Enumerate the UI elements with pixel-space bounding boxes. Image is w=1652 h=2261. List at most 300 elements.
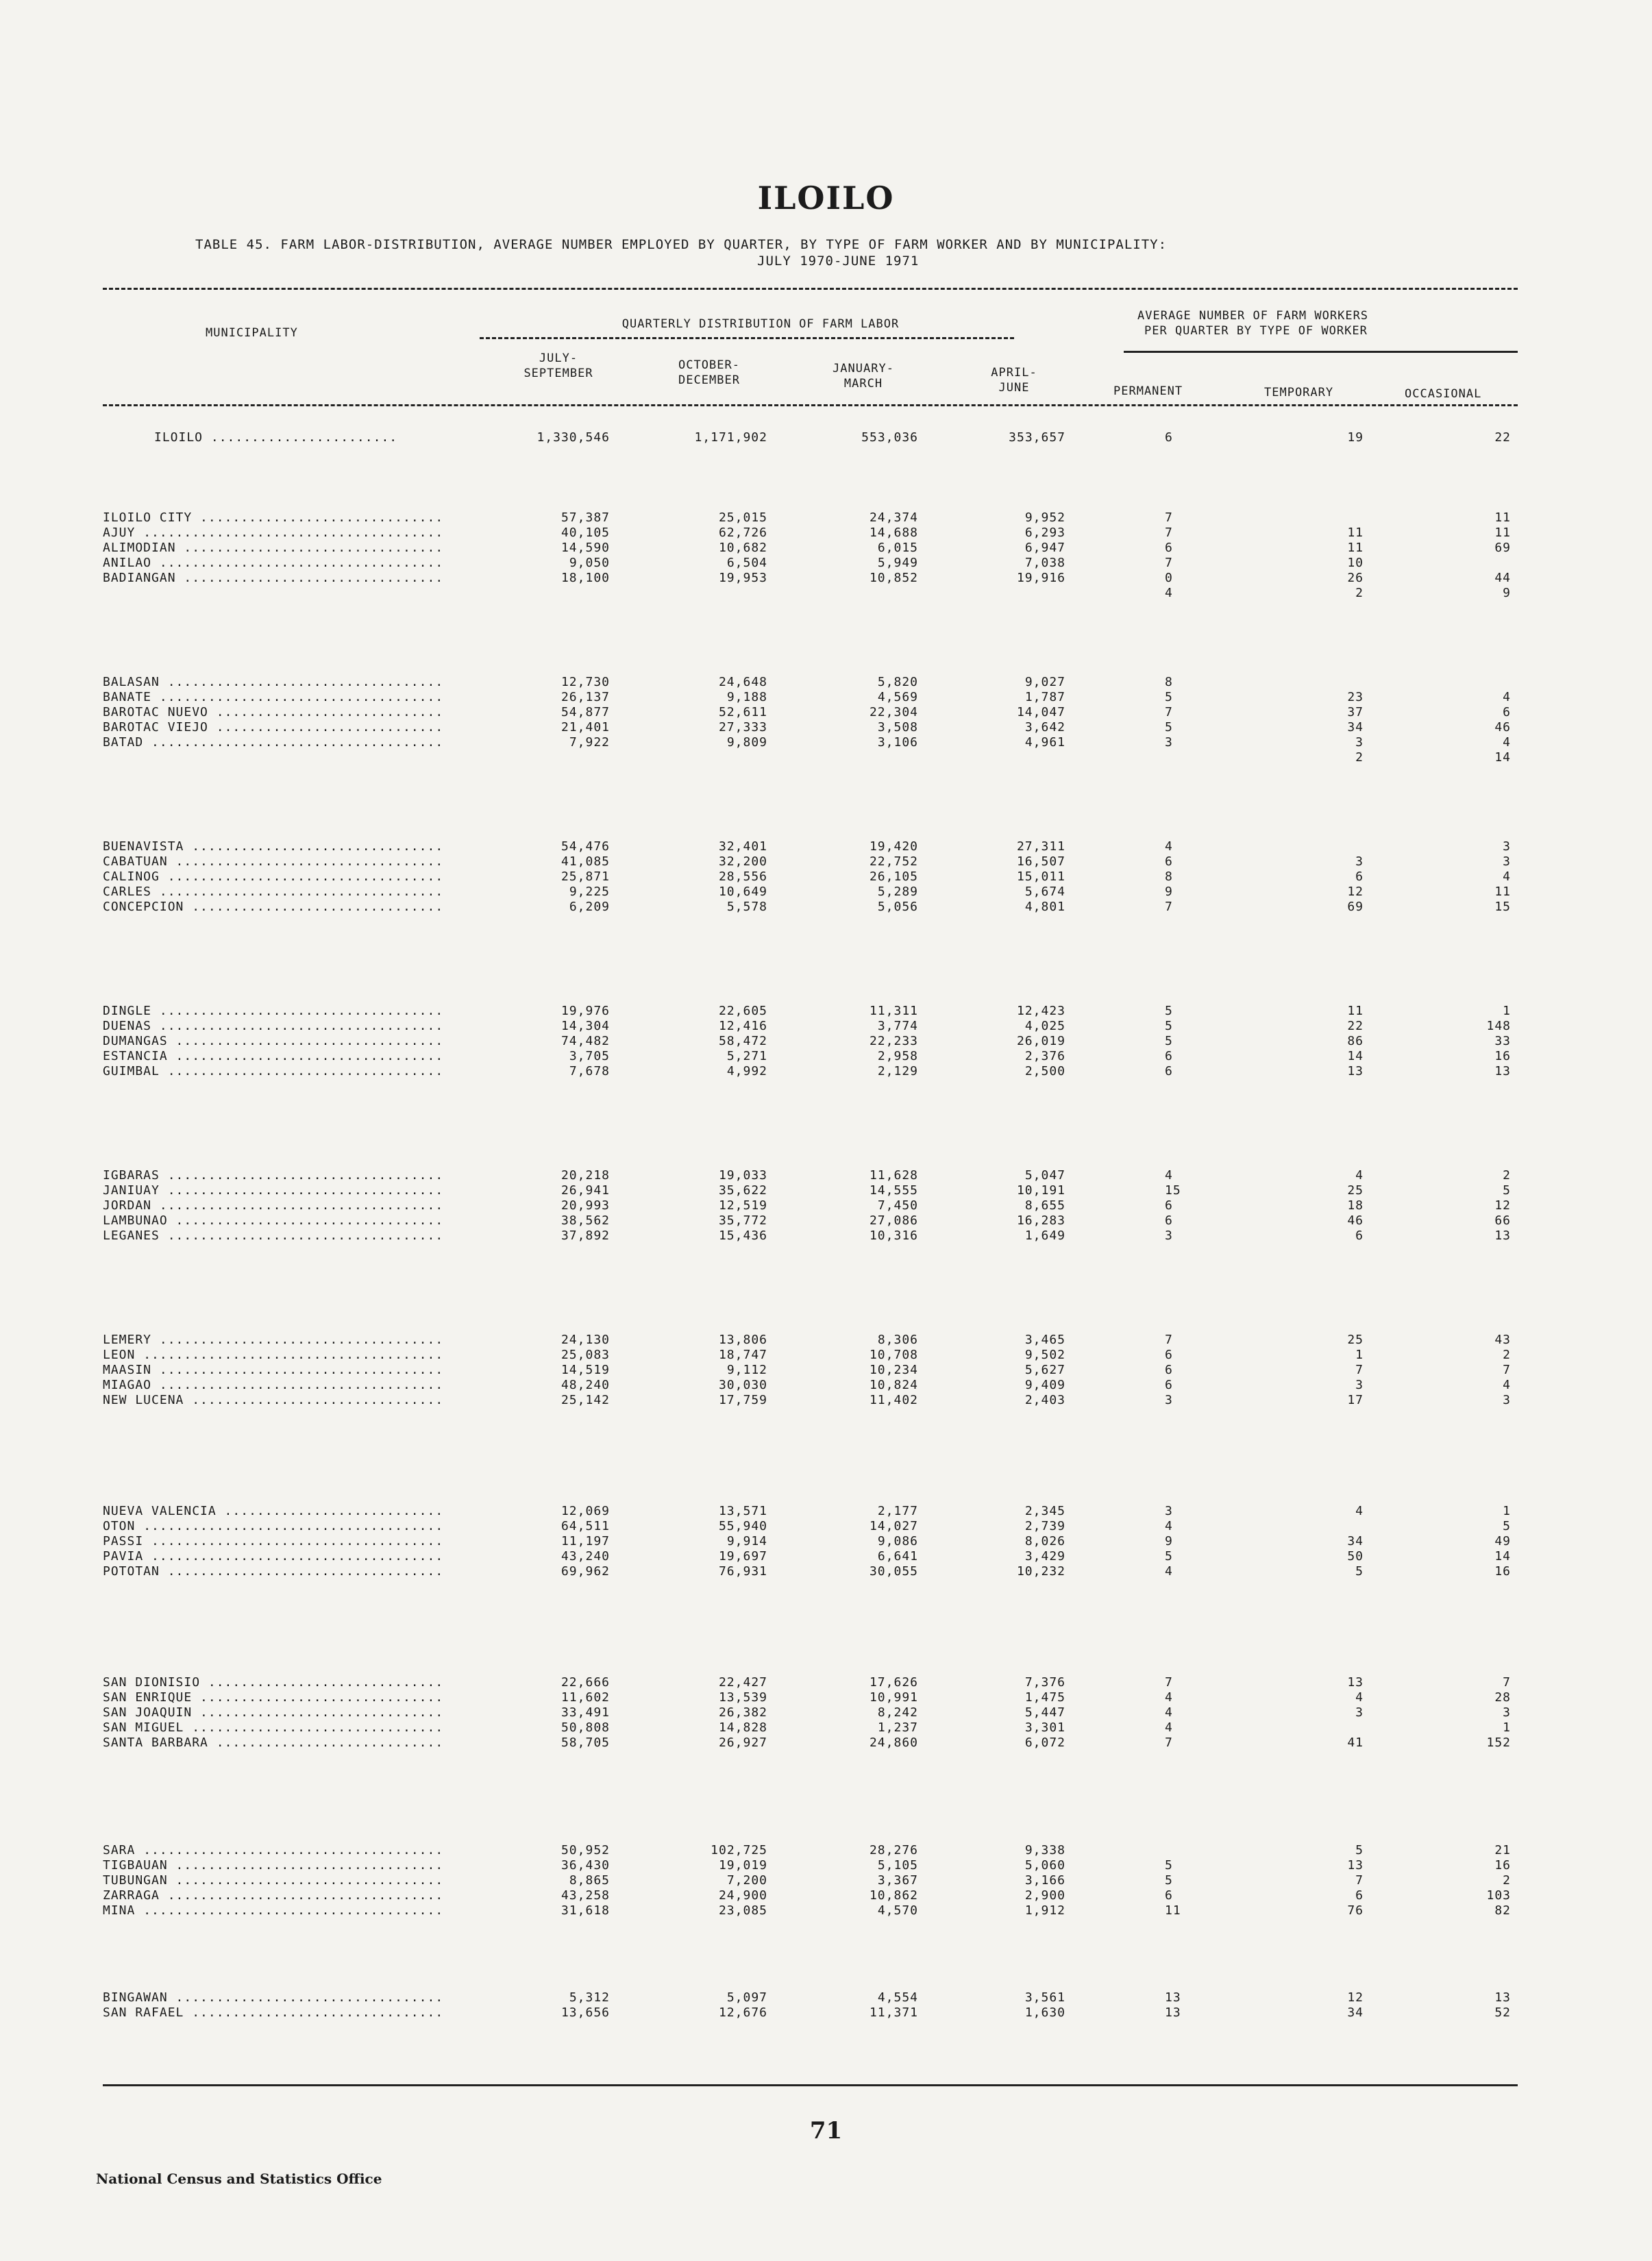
row-name: ESTANCIA .....	[103, 1049, 445, 1063]
row-q3: 2,177	[877, 1504, 918, 1518]
row-q2: 22,605	[718, 1004, 767, 1018]
row-name: OTON .....	[103, 1519, 445, 1533]
table-row	[0, 2005, 1652, 2021]
row-q2: 32,200	[718, 854, 767, 869]
row-q3: 10,708	[869, 1348, 918, 1362]
row-name: ALIMODIAN .....	[103, 541, 445, 555]
row-occasional: 66	[1494, 1213, 1511, 1228]
table-row	[0, 854, 1652, 869]
table-row	[0, 586, 1652, 601]
row-q1: 6,209	[569, 900, 610, 914]
row-q1: 25,083	[560, 1348, 610, 1362]
row-temporary: 3	[1355, 735, 1364, 750]
row-name: POTOTAN .....	[103, 1564, 445, 1579]
row-q4: 2,900	[1024, 1888, 1065, 1903]
caption-line-1: TABLE 45. FARM LABOR-DISTRIBUTION, AVERAGE NUMBER EMPLOYED BY QUARTER, BY TYPE OF FARM WORKER AND BY MUNICIPALITY:	[195, 237, 1168, 252]
row-q4: 3,166	[1024, 1873, 1065, 1888]
row-occasional: 44	[1494, 571, 1511, 585]
row-q3: 9,086	[877, 1534, 918, 1548]
row-name: ILOILO CITY .....	[103, 510, 445, 525]
row-temporary: 3	[1355, 1378, 1364, 1392]
row-q1: 50,808	[560, 1720, 610, 1735]
row-temporary: 2	[1355, 750, 1364, 765]
row-q2: 12,416	[718, 1019, 767, 1033]
row-occasional: 12	[1494, 1198, 1511, 1213]
row-name: SARA .....	[103, 1843, 445, 1857]
row-name: DUENAS .....	[103, 1019, 445, 1033]
row-name: BALASAN .....	[103, 675, 445, 689]
table-row	[0, 900, 1652, 915]
row-occasional: 2	[1503, 1168, 1511, 1183]
row-q4: 1,475	[1024, 1690, 1065, 1705]
row-q4: 8,026	[1024, 1534, 1065, 1548]
row-occasional: 9	[1503, 586, 1511, 600]
row-q4: 2,403	[1024, 1393, 1065, 1407]
row-q2: 24,648	[718, 675, 767, 689]
row-q2: 62,726	[718, 526, 767, 540]
row-q1: 43,258	[560, 1888, 610, 1903]
row-q3: 10,862	[869, 1888, 918, 1903]
row-permanent: 6	[1165, 1888, 1173, 1903]
row-name: ZARRAGA .....	[103, 1888, 445, 1903]
row-q4: 1,912	[1024, 1903, 1065, 1918]
row-q2: 19,019	[718, 1858, 767, 1873]
row-temporary: 12	[1347, 1990, 1364, 2005]
table-row	[0, 1720, 1652, 1735]
row-temporary: 1	[1355, 1348, 1364, 1362]
row-permanent: 13	[1165, 1990, 1181, 2005]
row-name: LAMBUNAO .....	[103, 1213, 445, 1228]
row-occasional: 52	[1494, 2005, 1511, 2020]
row-q4: 3,465	[1024, 1333, 1065, 1347]
row-q3: 22,752	[869, 854, 918, 869]
row-permanent: 7	[1165, 1675, 1173, 1690]
row-name: TUBUNGAN .....	[103, 1873, 445, 1888]
row-q3: 8,306	[877, 1333, 918, 1347]
row-q2: 12,676	[718, 2005, 767, 2020]
row-name: DINGLE .....	[103, 1004, 445, 1018]
row-occasional: 13	[1494, 1228, 1511, 1243]
row-name: NEW LUCENA .....	[103, 1393, 445, 1407]
row-temporary: 4	[1355, 1168, 1364, 1183]
row-q4: 7,038	[1024, 556, 1065, 570]
row-q4: 16,283	[1016, 1213, 1065, 1228]
row-permanent: 6	[1165, 1378, 1173, 1392]
row-permanent: 4	[1165, 839, 1173, 854]
row-q1: 57,387	[560, 510, 610, 525]
row-q2: 13,571	[718, 1504, 767, 1518]
row-q1: 22,666	[560, 1675, 610, 1690]
row-q2: 19,953	[718, 571, 767, 585]
row-name: TIGBAUAN .....	[103, 1858, 445, 1873]
row-q1: 33,491	[560, 1705, 610, 1720]
row-q3: 4,554	[877, 1990, 918, 2005]
row-temporary: 11	[1347, 1004, 1364, 1018]
row-temporary: 37	[1347, 705, 1364, 719]
header-average-2: PER QUARTER BY TYPE OF WORKER	[1144, 324, 1368, 338]
table-row	[0, 839, 1652, 854]
row-name: CONCEPCION .....	[103, 900, 445, 914]
row-temporary: 11	[1347, 526, 1364, 540]
row-permanent: 3	[1165, 1504, 1173, 1518]
row-q1: 3,705	[569, 1049, 610, 1063]
table-row	[0, 1873, 1652, 1888]
row-occasional: 148	[1486, 1019, 1511, 1033]
row-q2: 13,806	[718, 1333, 767, 1347]
row-occasional: 11	[1494, 526, 1511, 540]
row-permanent: 4	[1165, 1519, 1173, 1533]
header-rule-top	[103, 288, 1518, 290]
row-q2: 22,427	[718, 1675, 767, 1690]
row-temporary: 13	[1347, 1858, 1364, 1873]
row-occasional: 33	[1494, 1034, 1511, 1048]
row-occasional: 1	[1503, 1004, 1511, 1018]
row-permanent: 9	[1165, 885, 1173, 899]
row-name: SAN DIONISIO .....	[103, 1675, 445, 1690]
table-row	[0, 1675, 1652, 1690]
row-q2: 27,333	[718, 720, 767, 734]
row-q3: 11,371	[869, 2005, 918, 2020]
row-permanent: 5	[1165, 1004, 1173, 1018]
row-q2: 13,539	[718, 1690, 767, 1705]
row-temporary: 14	[1347, 1049, 1364, 1063]
row-occasional: 6	[1503, 705, 1511, 719]
table-row	[0, 541, 1652, 556]
row-q4: 2,345	[1024, 1504, 1065, 1518]
table-row	[0, 571, 1652, 586]
row-temporary: 46	[1347, 1213, 1364, 1228]
row-name: SANTA BARBARA .....	[103, 1735, 445, 1750]
row-temporary: 26	[1347, 571, 1364, 585]
row-occasional: 22	[1494, 430, 1511, 445]
row-q4: 5,674	[1024, 885, 1065, 899]
row-q1: 20,218	[560, 1168, 610, 1183]
row-q2: 9,914	[726, 1534, 767, 1548]
row-temporary: 5	[1355, 1564, 1364, 1579]
row-permanent: 5	[1165, 1549, 1173, 1564]
row-q2: 5,578	[726, 900, 767, 914]
row-q3: 11,402	[869, 1393, 918, 1407]
table-row	[0, 1393, 1652, 1408]
row-occasional: 3	[1503, 854, 1511, 869]
row-occasional: 2	[1503, 1873, 1511, 1888]
row-q4: 3,429	[1024, 1549, 1065, 1564]
row-temporary: 4	[1355, 1690, 1364, 1705]
row-q2: 32,401	[718, 839, 767, 854]
row-q3: 14,688	[869, 526, 918, 540]
table-row	[0, 1564, 1652, 1579]
row-q3: 10,316	[869, 1228, 918, 1243]
row-occasional: 3	[1503, 1705, 1511, 1720]
row-permanent: 4	[1165, 586, 1173, 600]
row-q2: 14,828	[718, 1720, 767, 1735]
table-row	[0, 1690, 1652, 1705]
row-permanent: 6	[1165, 430, 1173, 445]
header-q1-line2: SEPTEMBER	[523, 367, 593, 380]
row-temporary: 18	[1347, 1198, 1364, 1213]
row-temporary: 34	[1347, 720, 1364, 734]
row-permanent: 5	[1165, 1873, 1173, 1888]
row-permanent: 8	[1165, 869, 1173, 884]
row-q3: 5,820	[877, 675, 918, 689]
row-q2: 9,809	[726, 735, 767, 750]
table-row	[0, 869, 1652, 885]
header-temporary: TEMPORARY	[1264, 386, 1334, 399]
row-q3: 10,852	[869, 571, 918, 585]
table-row	[0, 1213, 1652, 1228]
row-permanent: 7	[1165, 526, 1173, 540]
row-name: CABATUAN .....	[103, 854, 445, 869]
row-permanent: 4	[1165, 1168, 1173, 1183]
row-temporary: 41	[1347, 1735, 1364, 1750]
row-q4: 5,627	[1024, 1363, 1065, 1377]
row-q2: 25,015	[718, 510, 767, 525]
header-municipality: MUNICIPALITY	[206, 326, 298, 340]
table-row	[0, 526, 1652, 541]
header-rule-quarterly	[480, 337, 1014, 339]
row-q1: 36,430	[560, 1858, 610, 1873]
row-occasional: 103	[1486, 1888, 1511, 1903]
row-occasional: 3	[1503, 839, 1511, 854]
row-q3: 14,027	[869, 1519, 918, 1533]
row-q1: 48,240	[560, 1378, 610, 1392]
row-occasional: 16	[1494, 1564, 1511, 1579]
row-q2: 28,556	[718, 869, 767, 884]
table-row	[0, 1183, 1652, 1198]
row-occasional: 7	[1503, 1675, 1511, 1690]
row-q1: 26,941	[560, 1183, 610, 1198]
row-permanent: 5	[1165, 1019, 1173, 1033]
row-name: SAN JOAQUIN .....	[103, 1705, 445, 1720]
row-q2: 55,940	[718, 1519, 767, 1533]
table-row	[0, 720, 1652, 735]
row-q4: 1,630	[1024, 2005, 1065, 2020]
row-occasional: 4	[1503, 735, 1511, 750]
row-q4: 5,060	[1024, 1858, 1065, 1873]
header-q3	[809, 361, 918, 391]
table-row	[0, 1504, 1652, 1519]
row-q3: 3,367	[877, 1873, 918, 1888]
row-temporary: 6	[1355, 1228, 1364, 1243]
row-q3: 30,055	[869, 1564, 918, 1579]
table-row	[0, 1843, 1652, 1858]
row-q2: 26,382	[718, 1705, 767, 1720]
row-occasional: 14	[1494, 1549, 1511, 1564]
row-q1: 14,590	[560, 541, 610, 555]
row-temporary: 7	[1355, 1873, 1364, 1888]
row-permanent: 6	[1165, 1213, 1173, 1228]
row-q3: 22,304	[869, 705, 918, 719]
table-row	[0, 735, 1652, 750]
row-q4: 6,072	[1024, 1735, 1065, 1750]
row-q1: 5,312	[569, 1990, 610, 2005]
row-q2: 23,085	[718, 1903, 767, 1918]
row-q4: 9,338	[1024, 1843, 1065, 1857]
header-q1	[507, 351, 610, 381]
row-q1: 54,476	[560, 839, 610, 854]
row-permanent: 7	[1165, 510, 1173, 525]
row-q2: 5,271	[726, 1049, 767, 1063]
row-occasional: 13	[1494, 1064, 1511, 1078]
table-row	[0, 1888, 1652, 1903]
table-row	[0, 556, 1652, 571]
row-q1: 25,142	[560, 1393, 610, 1407]
row-temporary: 5	[1355, 1843, 1364, 1857]
table-row	[0, 1348, 1652, 1363]
row-q1: 40,105	[560, 526, 610, 540]
row-q3: 6,015	[877, 541, 918, 555]
row-q4: 16,507	[1016, 854, 1065, 869]
row-q3: 5,289	[877, 885, 918, 899]
row-q4: 353,657	[1009, 430, 1065, 445]
row-temporary: 7	[1355, 1363, 1364, 1377]
row-occasional: 13	[1494, 1990, 1511, 2005]
row-q4: 19,916	[1016, 571, 1065, 585]
row-q1: 8,865	[569, 1873, 610, 1888]
row-occasional: 43	[1494, 1333, 1511, 1347]
row-temporary: 11	[1347, 541, 1364, 555]
row-q2: 19,697	[718, 1549, 767, 1564]
header-q3-line2: MARCH	[843, 377, 883, 391]
row-permanent: 5	[1165, 1034, 1173, 1048]
table-row	[0, 750, 1652, 765]
row-temporary: 13	[1347, 1064, 1364, 1078]
row-q2: 5,097	[726, 1990, 767, 2005]
row-permanent: 6	[1165, 854, 1173, 869]
row-q1: 11,197	[560, 1534, 610, 1548]
row-q3: 19,420	[869, 839, 918, 854]
row-q1: 37,892	[560, 1228, 610, 1243]
row-permanent: 6	[1165, 541, 1173, 555]
row-permanent: 7	[1165, 900, 1173, 914]
row-name: LEMERY .....	[103, 1333, 445, 1347]
row-occasional: 5	[1503, 1519, 1511, 1533]
row-q2: 102,725	[711, 1843, 767, 1857]
page-number: 71	[809, 2117, 843, 2145]
header-q1-line1: JULY-	[539, 351, 578, 365]
row-occasional: 11	[1494, 510, 1511, 525]
table-caption	[195, 236, 1497, 269]
row-q1: 31,618	[560, 1903, 610, 1918]
row-occasional: 4	[1503, 690, 1511, 704]
row-q3: 4,569	[877, 690, 918, 704]
table-row	[0, 1990, 1652, 2005]
row-permanent: 3	[1165, 735, 1173, 750]
row-q3: 24,860	[869, 1735, 918, 1750]
row-name: BANATE .....	[103, 690, 445, 704]
row-permanent: 4	[1165, 1705, 1173, 1720]
row-q2: 35,622	[718, 1183, 767, 1198]
row-q1: 12,069	[560, 1504, 610, 1518]
row-permanent: 3	[1165, 1228, 1173, 1243]
row-temporary: 17	[1347, 1393, 1364, 1407]
row-temporary: 76	[1347, 1903, 1364, 1918]
header-q2-line1: OCTOBER-	[678, 358, 740, 372]
row-name: JANIUAY .....	[103, 1183, 445, 1198]
row-permanent: 6	[1165, 1363, 1173, 1377]
row-temporary: 6	[1355, 1888, 1364, 1903]
row-q3: 24,374	[869, 510, 918, 525]
row-q4: 4,025	[1024, 1019, 1065, 1033]
row-occasional: 82	[1494, 1903, 1511, 1918]
row-permanent: 4	[1165, 1690, 1173, 1705]
row-q1: 74,482	[560, 1034, 610, 1048]
row-name: SAN RAFAEL .....	[103, 2005, 445, 2020]
row-q2: 9,112	[726, 1363, 767, 1377]
row-q4: 9,502	[1024, 1348, 1065, 1362]
row-q4: 26,019	[1016, 1034, 1065, 1048]
row-name: SAN MIGUEL .....	[103, 1720, 445, 1735]
row-temporary: 13	[1347, 1675, 1364, 1690]
row-occasional: 21	[1494, 1843, 1511, 1857]
row-q4: 4,961	[1024, 735, 1065, 750]
row-q4: 12,423	[1016, 1004, 1065, 1018]
row-occasional: 11	[1494, 885, 1511, 899]
row-temporary: 69	[1347, 900, 1364, 914]
row-q1: 64,511	[560, 1519, 610, 1533]
footer-rule	[103, 2084, 1518, 2086]
row-q2: 17,759	[718, 1393, 767, 1407]
table-row	[0, 1168, 1652, 1183]
row-q4: 14,047	[1016, 705, 1065, 719]
row-q2: 24,900	[718, 1888, 767, 1903]
table-row	[0, 1858, 1652, 1873]
row-temporary: 4	[1355, 1504, 1364, 1518]
row-q1: 14,304	[560, 1019, 610, 1033]
row-q3: 8,242	[877, 1705, 918, 1720]
row-q1: 38,562	[560, 1213, 610, 1228]
row-q3: 10,234	[869, 1363, 918, 1377]
table-row	[0, 1378, 1652, 1393]
row-q1: 21,401	[560, 720, 610, 734]
row-permanent: 15	[1165, 1183, 1181, 1198]
row-q2: 10,649	[718, 885, 767, 899]
row-name: PASSI .....	[103, 1534, 445, 1548]
row-name: MIAGAO .....	[103, 1378, 445, 1392]
row-permanent: 6	[1165, 1348, 1173, 1362]
header-occasional: OCCASIONAL	[1405, 387, 1482, 401]
row-occasional: 7	[1503, 1363, 1511, 1377]
table-row	[0, 1735, 1652, 1751]
row-q3: 2,958	[877, 1049, 918, 1063]
row-q3: 553,036	[861, 430, 918, 445]
row-occasional: 3	[1503, 1393, 1511, 1407]
row-q2: 4,992	[726, 1064, 767, 1078]
row-q2: 12,519	[718, 1198, 767, 1213]
row-temporary: 10	[1347, 556, 1364, 570]
row-occasional: 2	[1503, 1348, 1511, 1362]
row-q1: 19,976	[560, 1004, 610, 1018]
row-name: CALINOG .....	[103, 869, 445, 884]
row-name: DUMANGAS .....	[103, 1034, 445, 1048]
row-q4: 3,561	[1024, 1990, 1065, 2005]
row-q3: 5,949	[877, 556, 918, 570]
row-name: IGBARAS .....	[103, 1168, 445, 1183]
row-permanent: 7	[1165, 705, 1173, 719]
row-permanent: 0	[1165, 571, 1173, 585]
row-q3: 26,105	[869, 869, 918, 884]
header-q4	[963, 365, 1065, 395]
table-row	[0, 1534, 1652, 1549]
row-permanent: 5	[1165, 720, 1173, 734]
row-q4: 10,191	[1016, 1183, 1065, 1198]
row-name: CARLES .....	[103, 885, 445, 899]
row-q2: 7,200	[726, 1873, 767, 1888]
row-q3: 7,450	[877, 1198, 918, 1213]
row-name: JORDAN .....	[103, 1198, 445, 1213]
row-permanent: 7	[1165, 1735, 1173, 1750]
row-occasional: 49	[1494, 1534, 1511, 1548]
